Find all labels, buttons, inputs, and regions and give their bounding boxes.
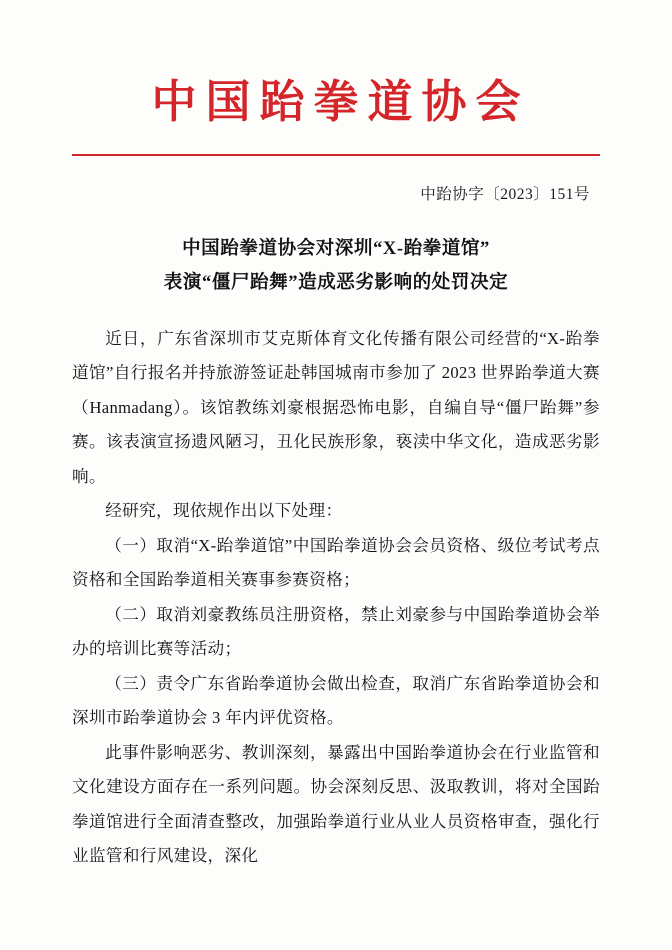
document-title bbox=[72, 232, 600, 300]
body-paragraph: （一）取消“X-跆拳道馆”中国跆拳道协会会员资格、级位考试考点资格和全国跆拳道相关赛事参赛资格； bbox=[72, 535, 600, 590]
body-paragraph: 经研究，现依规作出以下处理： bbox=[105, 501, 343, 521]
masthead-divider bbox=[72, 154, 600, 156]
body-paragraph: 近日，广东省深圳市艾克斯体育文化传播有限公司经营的“X-跆拳道馆”自行报名并持旅游签证赴韩国城南市参加了 2023 世界跆拳道大赛（Hanmadang）。该馆教练刘豪根据恐怖电影，自编自导“僵尸跆舞”参赛。该表演宣扬遗风陋习，丑化民族形象，亵渎中华文化，造成恶劣影响。 bbox=[72, 328, 600, 486]
body-paragraph: 此事件影响恶劣、教训深刻，暴露出中国跆拳道协会在行业监管和文化建设方面存在一系列问题。协会深刻反思、汲取教训，将对全国跆拳道馆进行全面清查整改，加强跆拳道行业从业人员资格审查，强化行业监管和行风建设，深化 bbox=[72, 742, 600, 866]
document-masthead bbox=[72, 0, 600, 156]
body-paragraph: （三）责令广东省跆拳道协会做出检查，取消广东省跆拳道协会和深圳市跆拳道协会 3 年内评优资格。 bbox=[72, 673, 600, 728]
document-body bbox=[72, 322, 600, 874]
document-title-line-2: 表演“僵尸跆舞”造成恶劣影响的处罚决定 bbox=[163, 272, 509, 293]
organization-title: 中国跆拳道协会 bbox=[151, 77, 530, 127]
document-number: 中跆协字〔2023〕151号 bbox=[420, 185, 590, 203]
body-paragraph: （二）取消刘豪教练员注册资格，禁止刘豪参与中国跆拳道协会举办的培训比赛等活动； bbox=[72, 604, 600, 659]
document-title-line-1: 中国跆拳道协会对深圳“X-跆拳道馆” bbox=[182, 238, 490, 259]
